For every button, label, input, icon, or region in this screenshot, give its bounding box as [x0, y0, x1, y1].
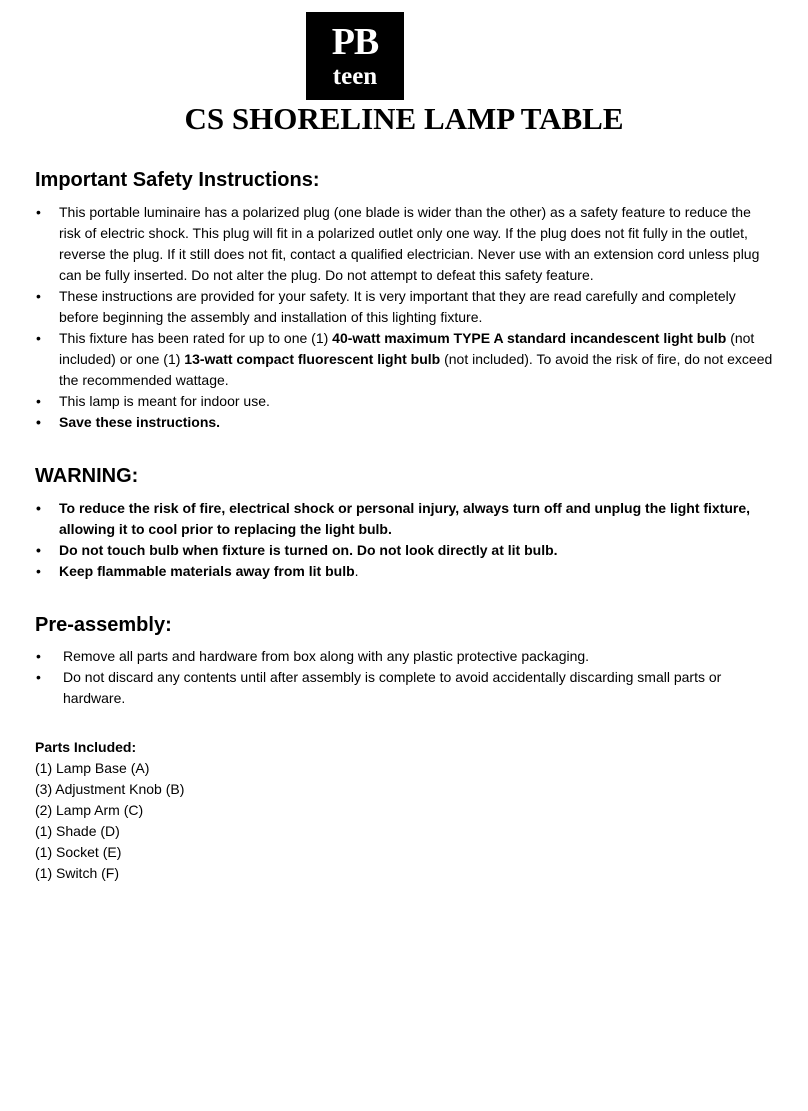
logo-line-teen: teen [332, 63, 378, 90]
wattage-text-1: This fixture has been rated for up to one (1) [59, 330, 333, 346]
wattage-text-2: (not included) or one (1) [59, 330, 755, 367]
part-item-switch: (1) Switch (F) [35, 865, 119, 881]
warning-flammable-period: . [354, 563, 359, 579]
preassembly-item-do-not-discard: • Do not discard any contents until after assembly is complete to avoid accidentally discarding small parts or hardware. [63, 667, 778, 709]
part-item-adjustment-knob: (3) Adjustment Knob (B) [35, 781, 185, 797]
preassembly-item-remove-parts: • Remove all parts and hardware from box along with any plastic protective packaging. [63, 646, 778, 667]
warning-item-do-not-touch: • Do not touch bulb when fixture is turned on. Do not look directly at lit bulb. [59, 540, 774, 561]
safety-item-wattage [59, 328, 774, 391]
part-item-lamp-base: (1) Lamp Base (A) [35, 760, 150, 776]
warning-list [59, 498, 774, 582]
wattage-text-3: (not included). To avoid the risk of fire, do not exceed the recommended wattage. [59, 351, 773, 388]
preassembly-heading: Pre-assembly: [35, 614, 172, 636]
part-item-shade: (1) Shade (D) [35, 823, 120, 839]
safety-item-indoor-use: • This lamp is meant for indoor use. [59, 391, 774, 412]
part-item-socket: (1) Socket (E) [35, 844, 122, 860]
logo-line-pb: PB [331, 21, 379, 63]
wattage-incandescent: 40-watt maximum TYPE A standard incandescent light bulb [332, 330, 727, 346]
pbteen-logo [306, 12, 404, 100]
safety-heading: Important Safety Instructions: [35, 169, 320, 191]
safety-item-polarized-plug: • This portable luminaire has a polarized plug (one blade is wider than the other) as a safety feature to reduce the risk of electric shock. This plug will fit in a polarized outlet only one way. If the plug does not fit fully in the outlet, reverse the plug. If it still does not fit, contact a qualified electrician. Never use with an extension cord unless plug can be fully inserted. Do not alter the plug. Do not attempt to defeat this safety feature. [59, 202, 774, 286]
safety-list [59, 202, 774, 433]
part-item-lamp-arm: (2) Lamp Arm (C) [35, 802, 144, 818]
wattage-fluorescent: 13-watt compact fluorescent light bulb [184, 351, 441, 367]
document-title: CS SHORELINE LAMP TABLE [184, 101, 624, 136]
preassembly-list [63, 646, 778, 709]
parts-heading: Parts Included: [35, 739, 137, 755]
warning-heading: WARNING: [35, 465, 139, 487]
safety-item-save-instructions: • Save these instructions. [59, 412, 774, 433]
warning-flammable-text: Keep flammable materials away from lit bulb [59, 563, 355, 579]
safety-item-read-instructions: • These instructions are provided for your safety. It is very important that they are read carefully and completely before beginning the assembly and installation of this lighting fixture. [59, 286, 774, 328]
parts-included [35, 737, 184, 884]
warning-item-flammable [59, 561, 774, 582]
warning-item-unplug: • To reduce the risk of fire, electrical shock or personal injury, always turn off and unplug the light fixture, allowing it to cool prior to replacing the light bulb. [59, 498, 774, 540]
